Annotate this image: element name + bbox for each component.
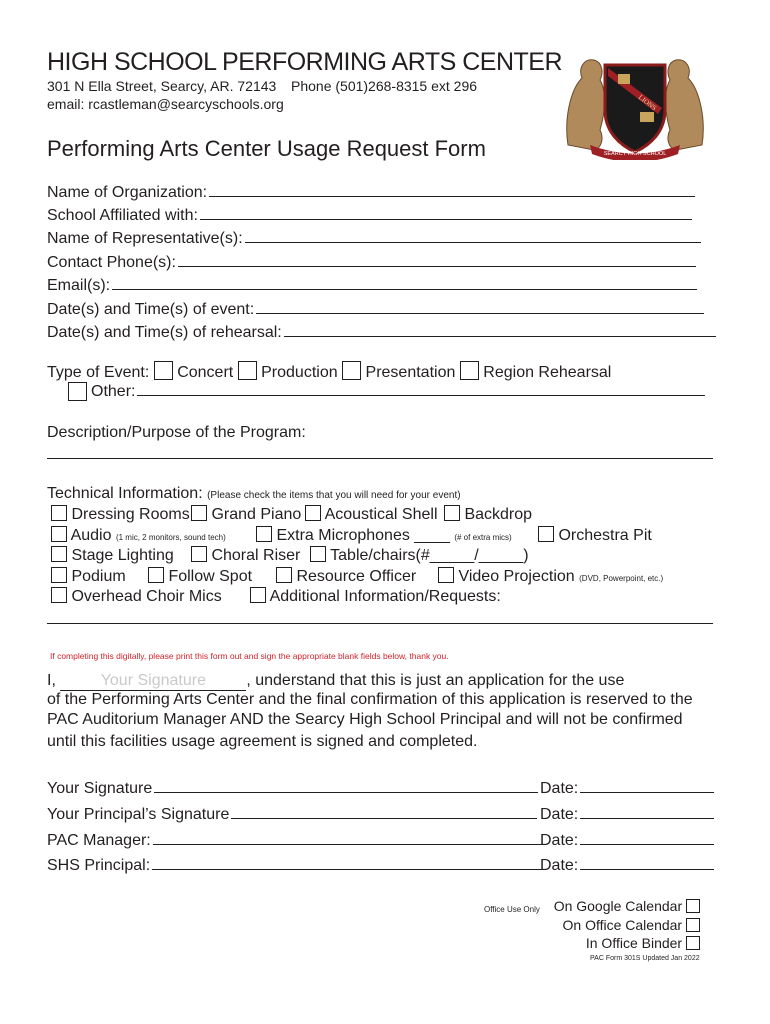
office-binder-row [552,935,700,951]
signature-label: Your Signature [47,780,153,797]
grand-piano-option [191,505,301,524]
stage-lighting-checkbox[interactable] [51,546,67,562]
your-signature-field[interactable] [47,778,538,798]
extra-mics-note: (# of extra mics) [454,533,512,542]
stage-lighting-option [51,546,174,565]
tech-row-1 [51,505,190,524]
agreement-line-1 [47,672,624,691]
additional-info-label: Additional Information/Requests: [269,588,501,605]
crest-text: LIONS [636,93,658,113]
principal-date-field[interactable] [540,804,714,824]
choral-riser-label: Choral Riser [211,547,301,564]
date-label: Date: [540,857,579,874]
audio-note: (1 mic, 2 monitors, sound tech) [115,533,226,542]
tables-chairs-checkbox[interactable] [310,546,326,562]
follow-spot-checkbox[interactable] [148,567,164,583]
acoustical-shell-checkbox[interactable] [305,505,321,521]
tables-chairs-label: Table/chairs(#_____/_____) [330,547,529,564]
description-label: Description/Purpose of the Program: [47,424,306,441]
region-rehearsal-checkbox[interactable] [460,361,479,380]
choral-riser-option [191,546,300,565]
acoustical-shell-label: Acoustical Shell [324,506,438,523]
other-input[interactable] [137,381,705,396]
technical-note: (Please check the items that you will need for your event) [207,490,461,501]
form-footer: PAC Form 301S Updated Jan 2022 [590,955,700,962]
overhead-mics-checkbox[interactable] [51,587,67,603]
stage-lighting-label: Stage Lighting [71,547,174,564]
backdrop-checkbox[interactable] [444,505,460,521]
rehearsal-datetime-field[interactable] [47,322,716,342]
page-title: HIGH SCHOOL PERFORMING ARTS CENTER [47,48,563,76]
choral-riser-checkbox[interactable] [191,546,207,562]
orchestra-pit-label: Orchestra Pit [558,527,652,544]
event-datetime-field[interactable] [47,299,704,319]
contact-phone-field[interactable] [47,252,696,272]
follow-spot-label: Follow Spot [168,568,253,585]
agreement-line1-suffix: , understand that this is just an application for the use [246,672,625,689]
signature-placeholder: Your Signature [100,672,206,689]
date-label: Date: [540,780,579,797]
phone: Phone (501)268-8315 ext 296 [291,78,478,94]
additional-info-option [250,587,501,606]
agreement-prefix: I, [47,672,56,689]
agreement-name-input[interactable] [60,672,246,691]
office-calendar-label: On Office Calendar [562,917,683,933]
additional-info-checkbox[interactable] [250,587,266,603]
contact-phone-label: Contact Phone(s): [47,254,176,271]
rehearsal-datetime-label: Date(s) and Time(s) of rehearsal: [47,324,282,341]
date-label: Date: [540,832,579,849]
description-input[interactable] [47,458,713,459]
audio-label: Audio [70,527,112,544]
agreement-line-2: of the Performing Arts Center and the final confirmation of this application is reserved to the [47,691,693,708]
pac-manager-date-field[interactable] [540,830,714,850]
signature-date-field[interactable] [540,778,714,798]
form-title: Performing Arts Center Usage Request Form [47,136,486,161]
backdrop-option [444,505,532,524]
principal-signature-field[interactable] [47,804,537,824]
digital-note: If completing this digitally, please print this form out and sign the appropriate blank fields below, thank you. [50,651,449,661]
overhead-mics-label: Overhead Choir Mics [71,588,222,605]
video-projection-note: (DVD, Powerpoint, etc.) [579,574,664,583]
office-use-label: Office Use Only [484,905,540,914]
resource-officer-checkbox[interactable] [276,567,292,583]
resource-officer-option [276,567,416,586]
office-binder-label: In Office Binder [585,935,683,951]
office-calendar-checkbox[interactable] [686,918,700,932]
organization-field[interactable] [47,182,695,202]
crest-banner-text: SEARCY HIGH SCHOOL [603,151,667,157]
video-projection-option [438,567,663,586]
pac-manager-field[interactable] [47,830,543,850]
dressing-rooms-label: Dressing Rooms [71,506,190,523]
organization-label: Name of Organization: [47,184,208,201]
audio-checkbox[interactable] [51,526,67,542]
event-type-row [47,361,611,382]
region-rehearsal-label: Region Rehearsal [483,364,612,381]
video-projection-label: Video Projection [458,568,575,585]
extra-mics-label: Extra Microphones ____ [276,527,450,544]
office-google-row [552,898,700,914]
orchestra-pit-checkbox[interactable] [538,526,554,542]
shs-principal-date-field[interactable] [540,855,714,875]
podium-label: Podium [71,568,126,585]
shs-principal-field[interactable] [47,855,544,875]
podium-option [51,567,126,586]
agreement-line-3: PAC Auditorium Manager AND the Searcy High School Principal and will not be confirmed [47,711,683,728]
extra-mics-option [256,526,512,545]
google-calendar-label: On Google Calendar [553,898,683,914]
other-checkbox[interactable] [68,382,87,401]
office-calendar-row [552,917,700,933]
presentation-checkbox[interactable] [342,361,361,380]
concert-checkbox[interactable] [154,361,173,380]
extra-mics-checkbox[interactable] [256,526,272,542]
technical-label: Technical Information: [47,485,203,502]
signature-label: Your Principal’s Signature [47,806,230,823]
concert-label: Concert [177,364,234,381]
video-projection-checkbox[interactable] [438,567,454,583]
date-label: Date: [540,806,579,823]
follow-spot-option [148,567,252,586]
dressing-rooms-checkbox[interactable] [51,505,67,521]
grand-piano-checkbox[interactable] [191,505,207,521]
school-crest-logo [560,50,710,160]
representative-field[interactable] [47,228,701,248]
event-datetime-label: Date(s) and Time(s) of event: [47,301,255,318]
school-field[interactable] [47,205,692,225]
email-label: Email(s): [47,277,111,294]
resource-officer-label: Resource Officer [296,568,417,585]
office-binder-checkbox[interactable] [686,936,700,950]
email-field[interactable] [47,275,697,295]
podium-checkbox[interactable] [51,567,67,583]
production-label: Production [261,364,338,381]
additional-info-input[interactable] [47,623,713,624]
technical-heading [47,485,461,503]
other-row [68,381,705,401]
overhead-mics-option [51,587,222,606]
address: 301 N Ella Street, Searcy, AR. 72143 [47,78,277,94]
grand-piano-label: Grand Piano [211,506,302,523]
agreement-line-4: until this facilities usage agreement is signed and completed. [47,733,478,750]
event-type-label: Type of Event: [47,364,150,381]
other-label: Other: [91,383,136,400]
presentation-label: Presentation [365,364,456,381]
backdrop-label: Backdrop [464,506,533,523]
representative-label: Name of Representative(s): [47,230,243,247]
tables-chairs-option [310,546,529,565]
production-checkbox[interactable] [238,361,257,380]
audio-option [51,526,226,545]
acoustical-shell-option [305,505,438,524]
signature-label: PAC Manager: [47,832,151,849]
email: email: rcastleman@searcyschools.org [47,96,284,112]
google-calendar-checkbox[interactable] [686,899,700,913]
orchestra-pit-option [538,526,652,545]
school-label: School Affiliated with: [47,207,198,224]
signature-label: SHS Principal: [47,857,151,874]
